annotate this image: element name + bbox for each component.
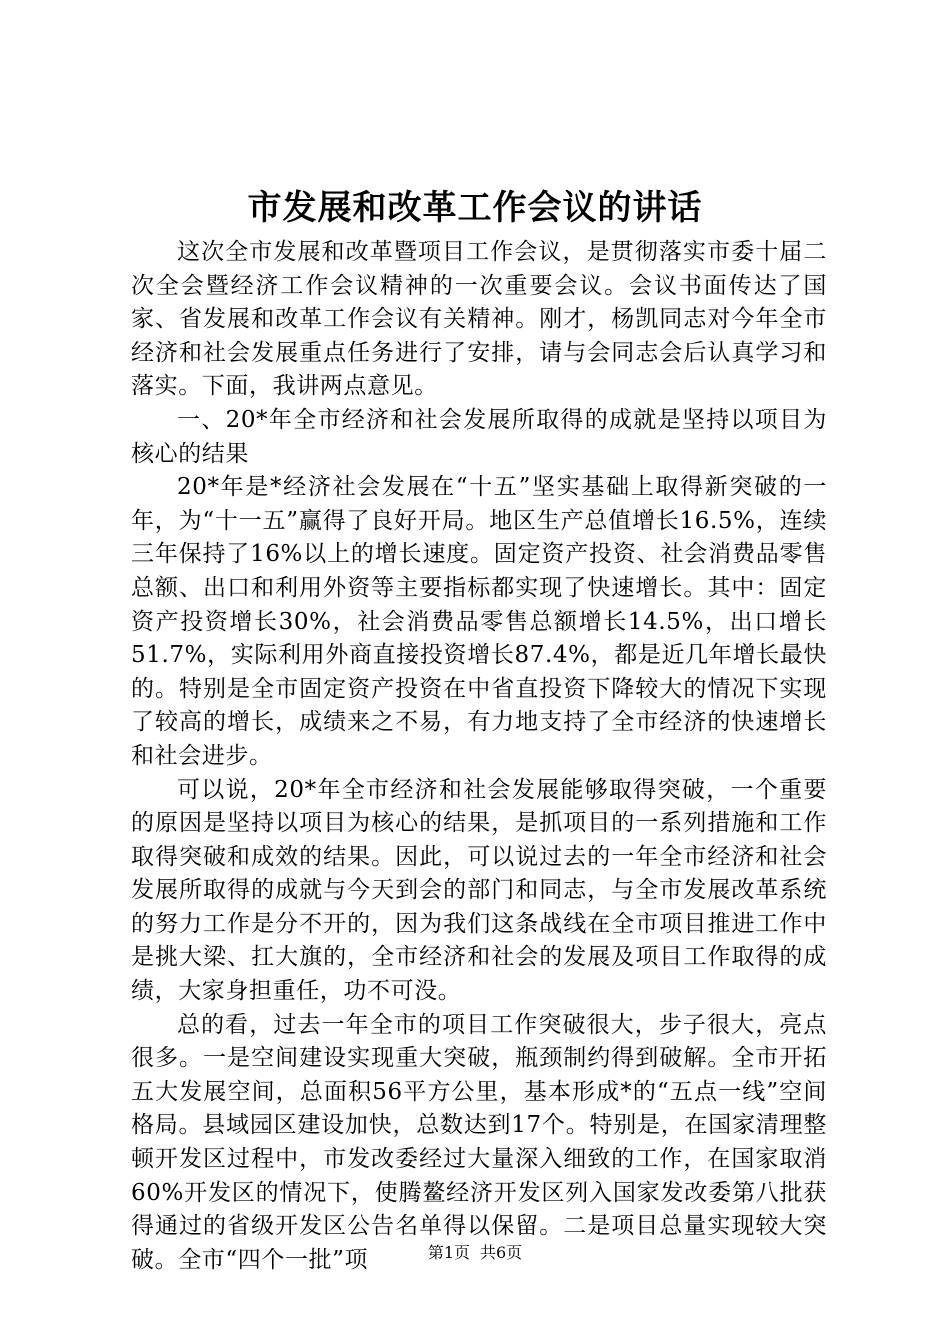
paragraph-achievements: 20*年是*经济社会发展在“十五”坚实基础上取得新突破的一年，为“十一五”赢得了良好开局。地区生产总值增长16.5%，连续三年保持了16%以上的增长速度。固定资产投资、社会消费品零售总额、出口和利用外资等主要指标都实现了快速增长。其中：固定资产投资增长30%，社会消费品零售总额增长14.5%，出口增长51.7%，实际利用外商直接投资增长87.4%，都是近几年增长最快的。特别是全市固定资产投资在中省直投资下降较大的情况下实现了较高的增长，成绩来之不易，有力地支持了全市经济的快速增长和社会进步。: [131, 474, 827, 769]
document-body: [131, 236, 827, 1277]
document-title: 市发展和改革工作会议的讲话: [247, 188, 703, 228]
paragraph-summary: 总的看，过去一年全市的项目工作突破很大，步子很大，亮点很多。一是空间建设实现重大突破，瓶颈制约得到破解。全市开拓五大发展空间，总面积56平方公里，基本形成*的“五点一线”空间格局。县域园区建设加快，总数达到17个。特别是，在国家清理整顿开发区过程中，市发改委经过大量深入细致的工作，在国家取消60%开发区的情况下，使腾鳌经济开发区列入国家发改委第八批获得通过的省级开发区公告名单得以保留。二是项目总量实现较大突破。全市“四个一批”项: [131, 1011, 827, 1273]
page-number: 第1页: [427, 1243, 470, 1262]
paragraph-reasons: 可以说，20*年全市经济和社会发展能够取得突破，一个重要的原因是坚持以项目为核心的结果，是抓项目的一系列措施和工作取得突破和成效的结果。因此，可以说过去的一年全市经济和社会发展所取得的成就与今天到会的部门和同志，与全市发展改革系统的努力工作是分不开的，因为我们这条战线在全市项目推进工作中是挑大梁、扛大旗的，全市经济和社会的发展及项目工作取得的成绩，大家身担重任，功不可没。: [131, 776, 827, 1005]
paragraph-intro: 这次全市发展和改革暨项目工作会议，是贯彻落实市委十届二次全会暨经济工作会议精神的一次重要会议。会议书面传达了国家、省发展和改革工作会议有关精神。刚才，杨凯同志对今年全市经济和社会发展重点任务进行了安排，请与会同志会后认真学习和落实。下面，我讲两点意见。: [131, 239, 827, 400]
section-heading-1: 一、20*年全市经济和社会发展所取得的成就是坚持以项目为核心的结果: [131, 406, 827, 467]
page-footer: [0, 1242, 950, 1264]
page-total: 共6页: [480, 1243, 523, 1262]
